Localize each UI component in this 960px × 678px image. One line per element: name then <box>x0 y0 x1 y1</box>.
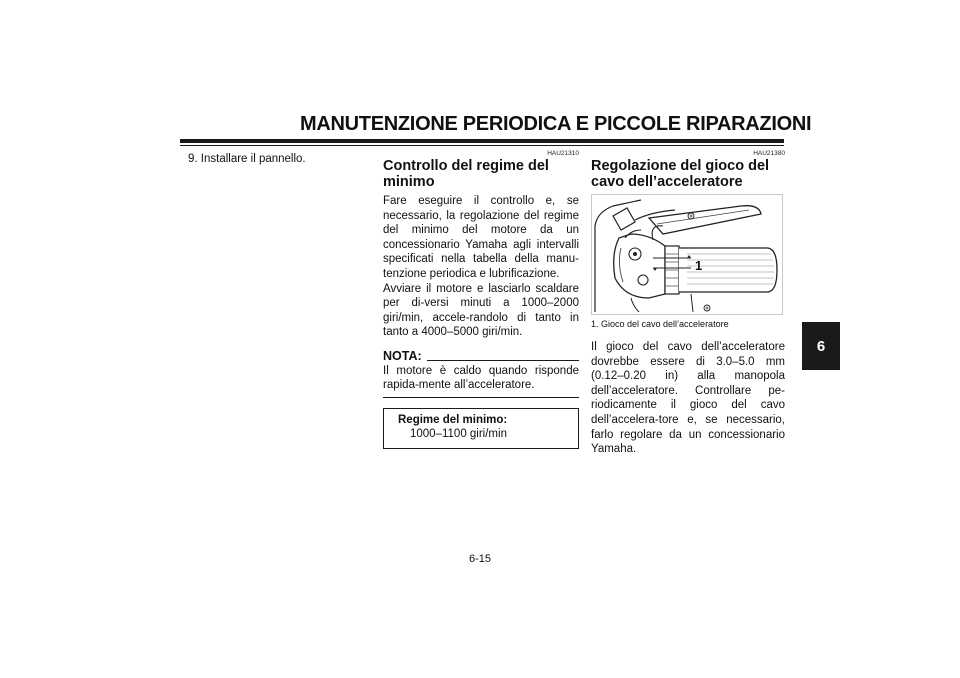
right-column <box>591 150 785 457</box>
section-heading-throttle: Regolazione del gioco del cavo dell’acceleratore <box>591 158 770 190</box>
spec-box <box>383 408 579 449</box>
section-code: HAU21380 <box>753 150 785 157</box>
header-rule-thin <box>180 145 784 146</box>
spec-title: Regime del minimo: <box>398 413 508 426</box>
page-header-title: MANUTENZIONE PERIODICA E PICCOLE RIPARAZIONI <box>300 113 812 135</box>
note-header <box>383 349 579 364</box>
note-text: Il motore è caldo quando risponde rapida-mente all’acceleratore. <box>383 364 579 392</box>
idle-paragraph-2: Avviare il motore e lasciarlo scaldare per di-versi minuti a 1000–2000 giri/min, accele-randolo di tanto in tanto a 4000–5000 giri/min. <box>383 282 579 339</box>
note-label: NOTA: <box>383 348 422 363</box>
idle-paragraph-1: Fare eseguire il controllo e, se necessario, la regolazione del regime del minimo del motore da un concessionario Yamaha agli intervalli specificati nella tabella della manu-tenzione periodica e lubrificazione. <box>383 195 579 280</box>
chapter-tab: 6 <box>802 322 840 370</box>
step-install-panel: 9. Installare il pannello. <box>188 153 306 165</box>
figure-caption: 1. Gioco del cavo dell’acceleratore <box>591 319 729 329</box>
section-code: HAU21310 <box>547 150 579 157</box>
note-rule <box>427 360 579 361</box>
throttle-paragraph: Il gioco del cavo dell’acceleratore dovrebbe essere di 3.0–5.0 mm (0.12–0.20 in) alla manopola dell’acceleratore. Controllare pe-riodicamente il gioco del cavo dell’accelera-tore e, se necessario, farlo regolare da un concessionario Yamaha. <box>591 341 785 456</box>
page-number: 6-15 <box>468 553 492 565</box>
throttle-illustration <box>591 194 783 315</box>
figure-callout-1: 1 <box>695 258 703 273</box>
left-column <box>188 152 363 167</box>
section-heading-idle: Controllo del regime del minimo <box>383 158 549 190</box>
header-rule <box>180 139 784 143</box>
throttle-figure <box>591 194 783 315</box>
middle-column <box>383 150 579 449</box>
spec-value: 1000–1100 giri/min <box>410 428 507 441</box>
note-end-rule <box>383 397 579 398</box>
